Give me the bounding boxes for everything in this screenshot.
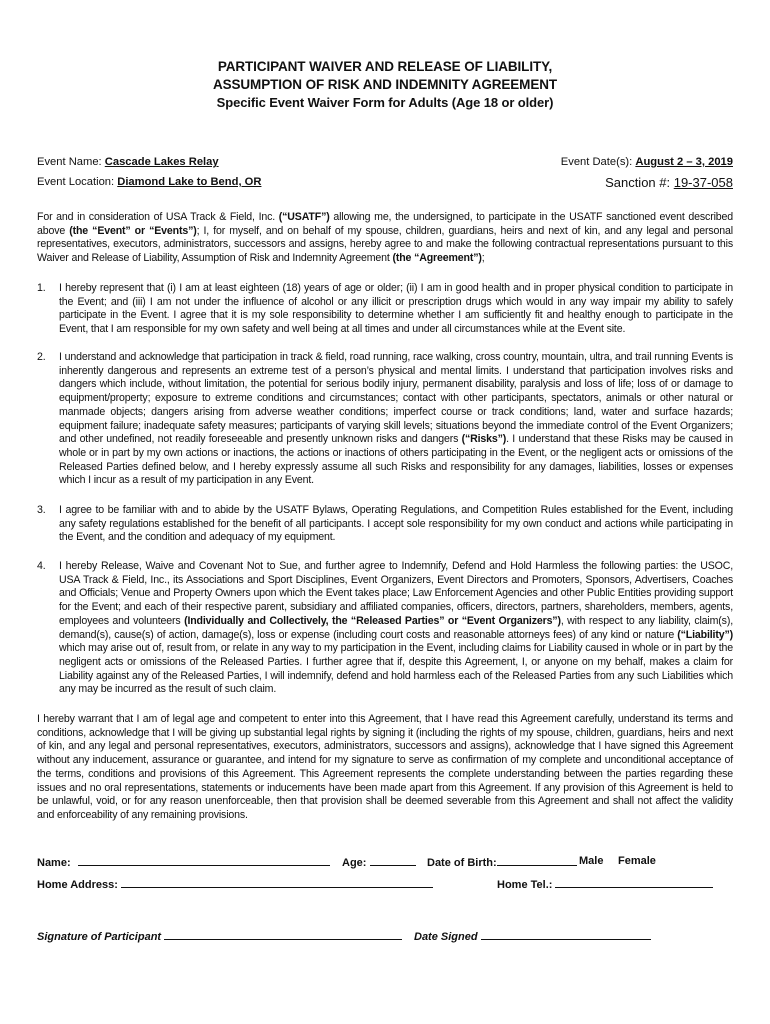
event-location-label: Event Location: (37, 176, 118, 188)
intro-bold-1: (“USATF”) (278, 211, 330, 223)
event-name-label: Event Name: (37, 156, 105, 168)
clause-4-bold-a: (Individually and Collectively, the “Released Parties” or “Event Organizers”) (184, 614, 561, 627)
title-line-3: Specific Event Waiver Form for Adults (Age 18 or older) (216, 95, 554, 110)
date-signed-label: Date Signed (414, 931, 478, 943)
name-label: Name: (37, 857, 71, 869)
event-location (37, 176, 261, 188)
clause-1 (37, 282, 733, 337)
address-label: Home Address: (37, 879, 118, 891)
name-field[interactable] (78, 855, 330, 866)
signature-group (37, 929, 402, 943)
intro-text-4: ; (481, 252, 485, 265)
clause-number: 3. (37, 504, 46, 516)
female-option[interactable]: Female (618, 855, 656, 867)
clause-2-text-a: I understand and acknowledge that participation in track & field, road running, race walking, cross country, mountain, ultra, and trail running Events is inherently dangerous and represents an extreme test of a person’s physical and mental limits. I understand that participation involves risks and dangers which include, without limitation, the potential for serious bodily injury, permanent disability, paralysis and loss of life; loss of or damage to equipment/property; exposure to extreme conditions and circumstances; contact with other participants, spectators, animals or other natural or manmade objects; dangers arising from adverse weather conditions; imperfect course or track conditions; land, water and surface hazards; equipment failure; inadequate safety measures; participants of varying skill levels; situations beyond the immediate control of the Event Organizers; and other undefined, not readily foreseeable and presently unknown risks and dangers (59, 351, 733, 446)
intro-text-3: ; I, for myself, and on behalf of my spouse, children, guardians, heirs and next of kin, and any legal and personal representatives, executors, administrators, successors and assigns, hereby agree to and make the following contractual representations pursuant to this Waiver and Release of Liability, Assumption of Risk and Indemnity Agreement (37, 224, 733, 265)
title-line-1: PARTICIPANT WAIVER AND RELEASE OF LIABILITY, (217, 59, 553, 74)
age-field[interactable] (370, 855, 416, 866)
date-signed-group (414, 929, 651, 943)
clause-number: 1. (37, 282, 46, 294)
event-dates-label: Event Date(s): (560, 156, 636, 168)
clause-text (59, 351, 733, 488)
signature-field[interactable] (164, 929, 402, 940)
clause-4-bold-b: (“Liability”) (677, 628, 733, 641)
date-signed-field[interactable] (481, 929, 651, 940)
age-label: Age: (342, 857, 367, 869)
intro-bold-3: (the “Agreement”) (392, 252, 482, 265)
sanction (605, 175, 733, 190)
intro-bold-2: (the “Event” or “Events”) (69, 224, 197, 237)
address-group (37, 877, 433, 891)
intro-paragraph (37, 211, 733, 266)
dob-label: Date of Birth: (427, 857, 497, 869)
clause-number: 4. (37, 560, 46, 572)
warranty-paragraph: I hereby warrant that I am of legal age and competent to enter into this Agreement, that I have read this Agreement carefully, understand its terms and conditions, acknowledge that I will be giving up substantial legal rights by signing it (including the rights of my spouse, children, guardians, heirs and next of kin, and any legal and personal representatives, executors, administrators, successors and assigns), acknowledge that I have signed this Agreement without any inducement, assurance or guarantee, and intend for my signature to serve as confirmation of my complete and unconditional acceptance of the terms, conditions and provisions of this Agreement. This Agreement represents the complete understanding between the parties regarding these issues and no oral representations, statements or inducements have been made apart from this Agreement. If any provision of this Agreement is held to be unlawful, void, or for any reason unenforceable, then that provision shall be deemed severable from this Agreement and shall not affect the validity and enforceability of any remaining provisions. (37, 713, 733, 821)
clause-4-text-a: I hereby Release, Waive and Covenant Not to Sue, and further agree to Indemnify, Defend and Hold Harmless the following parties: the USOC, USA Track & Field, Inc., its Associations and Sport Disciplines, Event Organizers, Event Directors and Promoters, Sponsors, Advertisers, Coaches and Officials; Venue and Property Owners upon which the Event takes place; Law Enforcement Agencies and other Public Entities providing support for the Event; and each of their respective parent, subsidiary and affiliated companies, officers, directors, partners, shareholders, members, agents, employees and volunteers (59, 560, 733, 627)
tel-group (497, 877, 713, 891)
intro-text-1: For and in consideration of USA Track & Field, Inc. (37, 211, 279, 223)
clause-2-text-b: . I understand that these Risks may be caused in whole or in part by my own actions or inactions, the actions or inactions of others participating in the Event, or the negligent acts or omissions of the Released Parties defined below, and I hereby expressly assume all such Risks and responsibility for any damages, liabilities, losses or expenses which I incur as a result of my participation in any Event. (59, 433, 734, 487)
clause-4-text-b: , with respect to any liability, claim(s), demand(s), cause(s) of action, damage(s), loss or expense (including court costs and reasonable attorneys fees) of any kind or nature (59, 614, 733, 641)
clause-number: 2. (37, 351, 46, 363)
clause-3 (37, 504, 733, 545)
clause-text (59, 560, 733, 697)
clause-4 (37, 560, 733, 697)
clause-4-text-c: which may arise out of, result from, or relate in any way to my participation in the Event, including claims for Liability caused in whole or in part by the negligent acts or omissions of the Released Parties. I further agree that if, despite this Agreement, I, or anyone on my behalf, makes a claim for Liability against any of the Released Parties, I will indemnify, defend and hold harmless each of the Released Parties from any such Liabilities which any may be incurred as the result of such claim. (59, 642, 733, 696)
clause-2 (37, 351, 733, 488)
document-header (0, 58, 770, 112)
title-line-2: ASSUMPTION OF RISK AND INDEMNITY AGREEMENT (212, 77, 558, 92)
clause-2-bold: (“Risks”) (461, 433, 507, 446)
male-option[interactable]: Male (579, 855, 604, 867)
tel-field[interactable] (555, 877, 713, 888)
dob-group (427, 855, 577, 869)
event-name (37, 156, 219, 168)
sanction-label: Sanction #: (605, 175, 674, 190)
address-field[interactable] (121, 877, 433, 888)
event-dates-value: August 2 – 3, 2019 (635, 156, 733, 168)
event-name-value: Cascade Lakes Relay (104, 156, 219, 168)
form-row-1 (37, 855, 330, 869)
event-dates (561, 156, 733, 168)
event-location-value: Diamond Lake to Bend, OR (117, 176, 262, 188)
tel-label: Home Tel.: (497, 879, 553, 891)
sanction-value: 19-37-058 (673, 175, 733, 190)
age-group (342, 855, 416, 869)
clause-text: I agree to be familiar with and to abide by the USATF Bylaws, Operating Regulations, and Competition Rules established for the Event, including any safety regulations established for the benefit of all participants. I accept sole responsibility for my own conduct and actions while participating in the Event, and the condition and adequacy of my equipment. (59, 504, 733, 544)
dob-field[interactable] (497, 855, 577, 866)
clause-text: I hereby represent that (i) I am at least eighteen (18) years of age or older; (ii) I am in good health and in proper physical condition to participate in the Event; and (iii) I am not under the influence of alcohol or any illicit or prescription drugs which would in any way impair my ability to safely participate in the Event. I agree that it is my sole responsibility to determine whether I am sufficiently fit and healthy enough to participate in the Event, that I am responsible for my own safety and well being at all times and under all circumstances while at the Event site. (59, 282, 733, 336)
signature-label: Signature of Participant (37, 931, 162, 943)
intro-text-2: allowing me, the undersigned, to participate in the USATF sanctioned event described above (37, 211, 734, 237)
